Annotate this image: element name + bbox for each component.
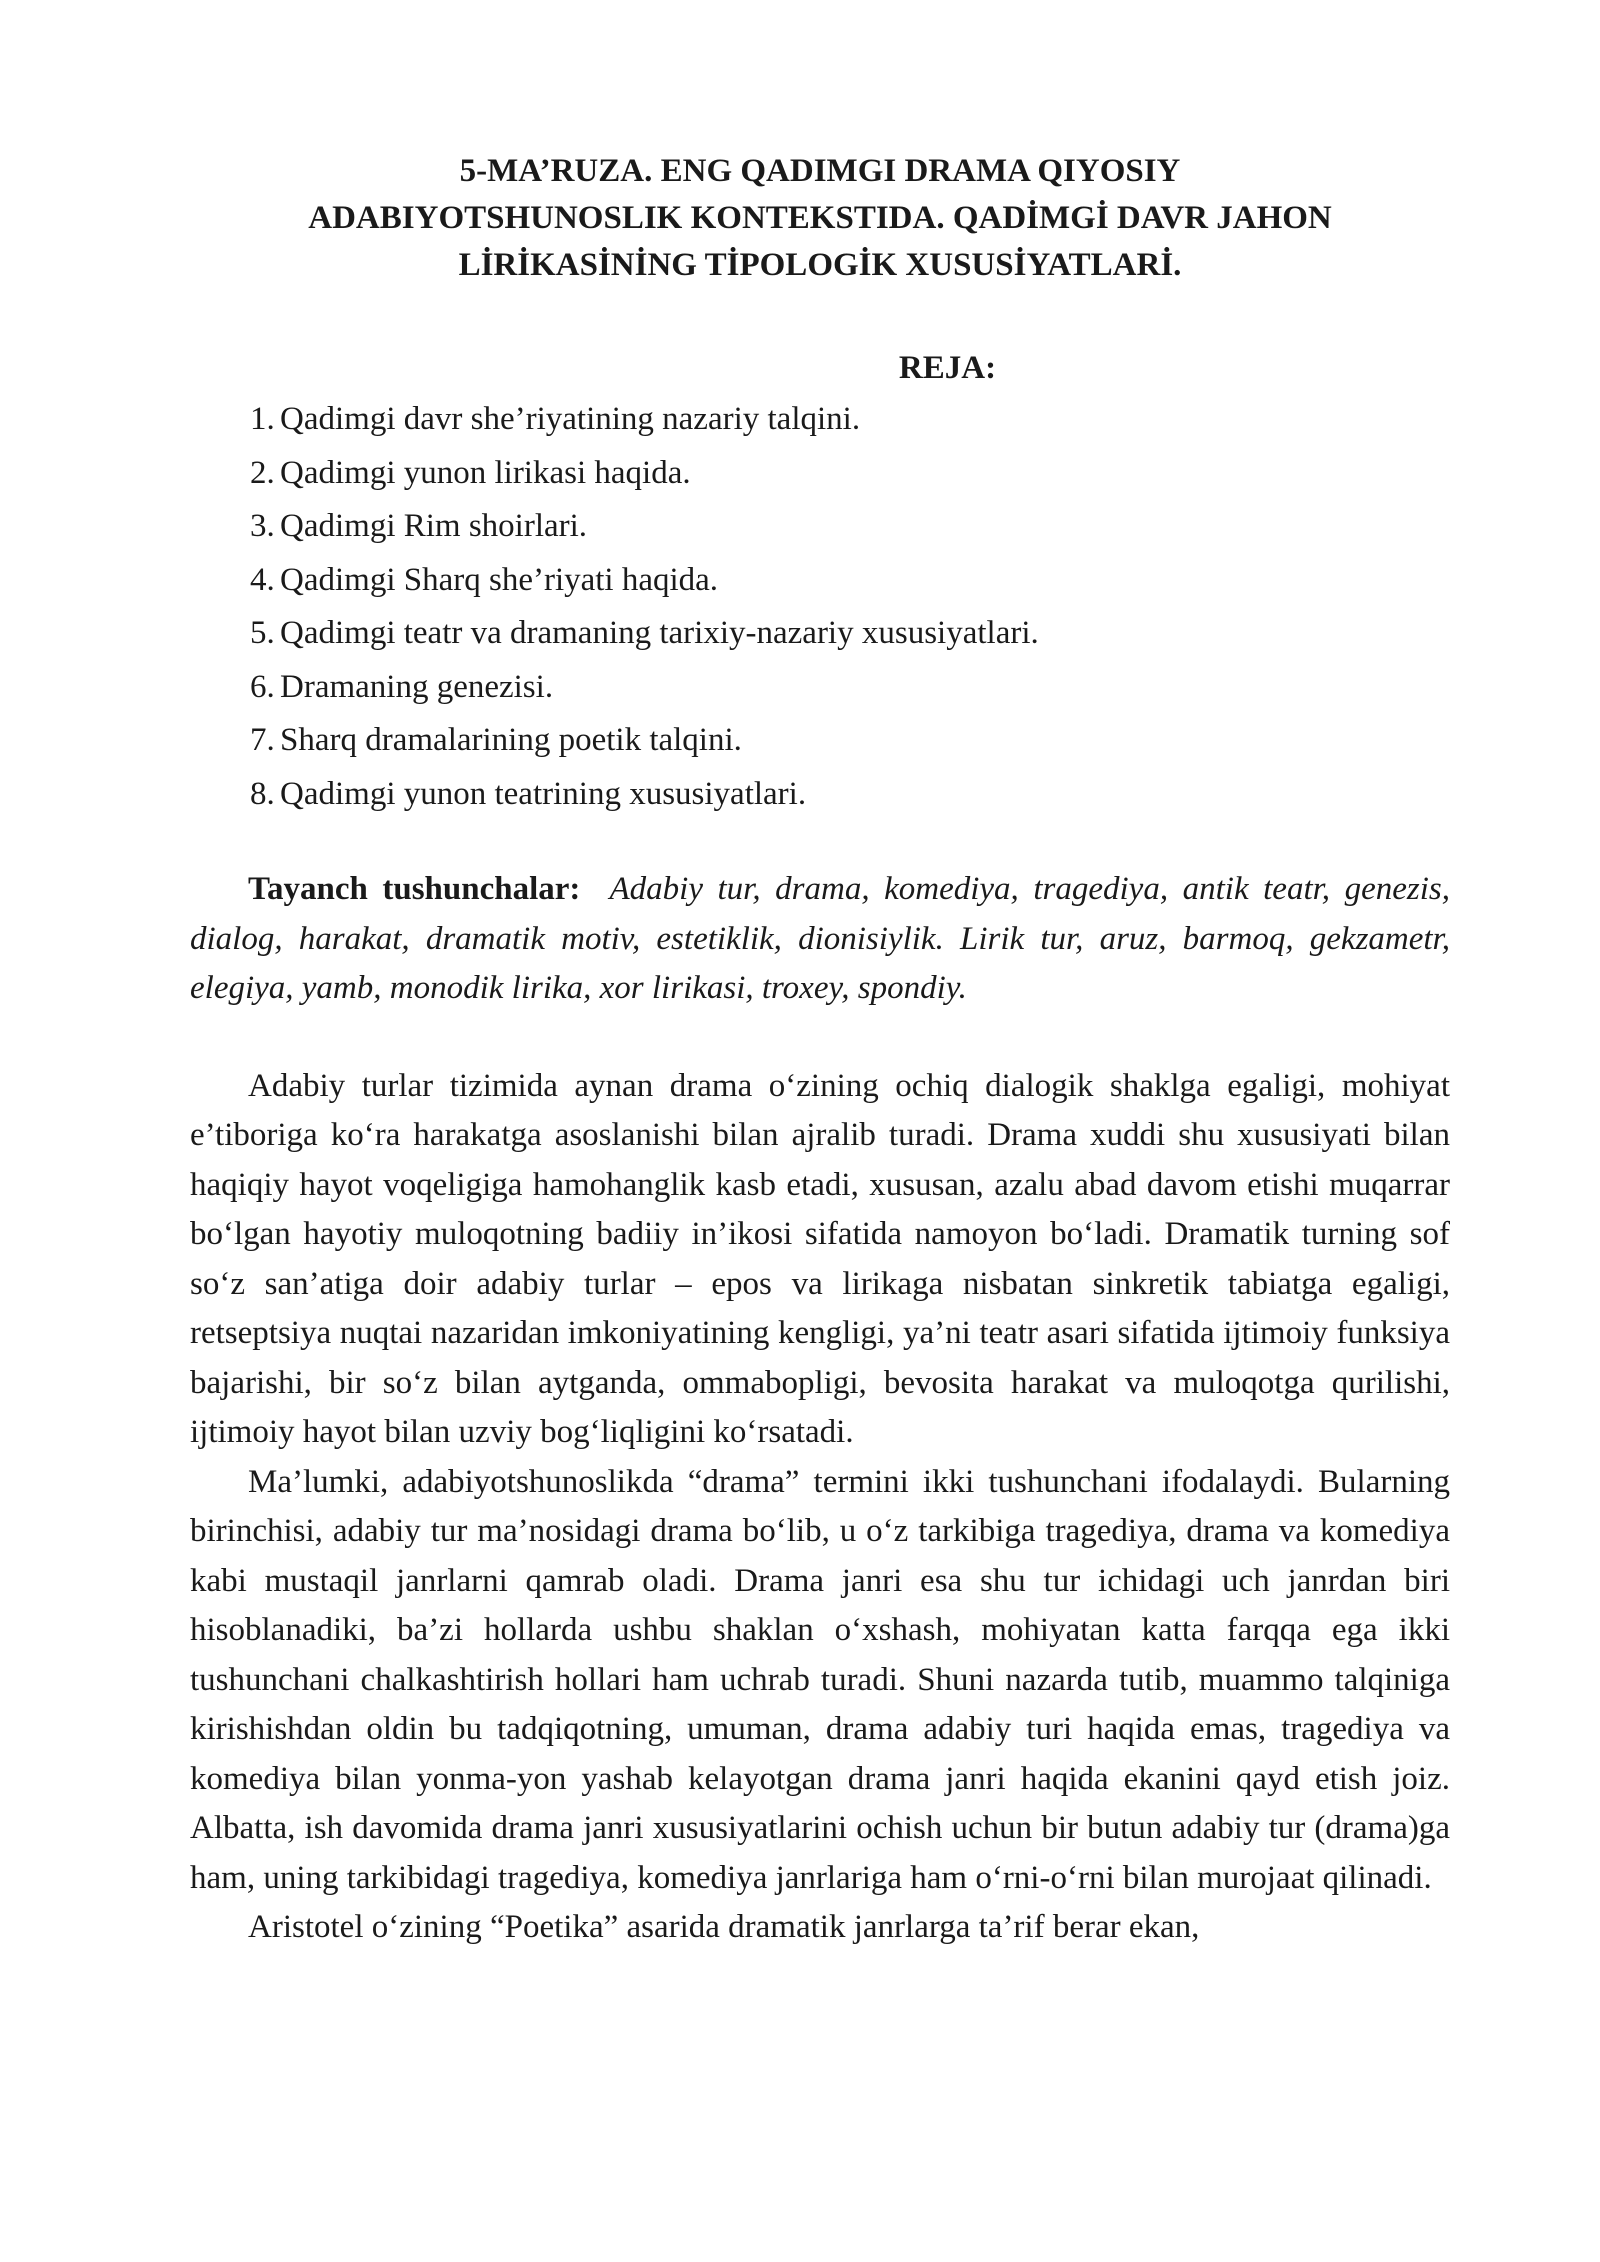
plan-item-number: 7. (250, 722, 275, 758)
plan-item (250, 447, 1450, 501)
plan-item (250, 768, 1450, 822)
plan-item-text: Qadimgi Sharq she’riyati haqida. (280, 561, 719, 598)
plan-item-text: Qadimgi teatr va dramaning tarixiy-nazariy xususiyatlari. (280, 615, 1039, 651)
plan-item (250, 554, 1450, 608)
body-paragraph: Ma’lumki, adabiyotshunoslikda “drama” termini ikki tushunchani ifodalaydi. Bularning birinchisi, adabiy tur ma’nosidagi drama bo‘lib, u o‘z tarkibiga tragediya, drama va komediya kabi mustaqil janrlarni qamrab oladi. Drama janri esa shu tur ichidagi uch janrdan biri hisoblanadiki, ba’zi hollarda ushbu shaklan o‘xshash, mohiyatan katta farqqa ega ikki tushunchani chalkashtirish hollari ham uchrab turadi. Shuni nazarda tutib, muammo talqiniga kirishishdan oldin bu tadqiqotning, umuman, drama adabiy turi haqida emas, tragediya va komediya bilan yonma-yon yashab kelayotgan drama janri haqida ekanini qayd etish joiz. Albatta, ish davomida drama janri xususiyatlarini ochish uchun bir butun adabiy tur (drama)ga ham, uning tarkibidagi tragediya, komediya janrlariga ham o‘rni-o‘rni bilan murojaat qilinadi. (190, 1463, 1450, 1896)
plan-item-number: 1. (250, 401, 275, 437)
keywords-label: Tayanch tushunchalar: (248, 871, 581, 907)
plan-item-text: Qadimgi yunon lirikasi haqida. (280, 454, 691, 491)
plan-item-text: Dramaning genezisi. (280, 668, 554, 705)
document-title (190, 148, 1450, 289)
plan-item-number: 3. (250, 508, 275, 544)
plan-item (250, 714, 1450, 768)
body-paragraph: Aristotel o‘zining “Poetika” asarida dramatik janrlarga ta’rif berar ekan, (248, 1909, 1200, 1945)
plan-item-text: Qadimgi davr she’riyatining nazariy talqini. (280, 401, 861, 437)
plan-item (250, 393, 1450, 447)
plan-heading: REJA: (898, 350, 997, 386)
plan-item-number: 5. (250, 615, 275, 651)
plan-item-text: Sharq dramalarining poetik talqini. (280, 722, 742, 758)
body-paragraph: Adabiy turlar tizimida aynan drama o‘zining ochiq dialogik shaklga egaligi, mohiyat e’tiboriga ko‘ra harakatga asoslanishi bilan ajralib turadi. Drama xuddi shu xususiyati bilan haqiqiy hayot voqeligiga hamohanglik kasb etadi, xususan, azalu abad davom etishi muqarrar bo‘lgan hayotiy muloqotning badiiy in’ikosi sifatida namoyon bo‘ladi. Dramatik turning sof so‘z san’atiga doir adabiy turlar – epos va lirikaga nisbatan sinkretik tabiatga egaligi, retseptsiya nuqtai nazaridan imkoniyatining kengligi, ya’ni teatr asari sifatida ijtimoiy funksiya bajarishi, bir so‘z bilan aytganda, ommabopligi, bevosita harakat va muloqotga qurilishi, ijtimoiy hayot bilan uzviy bog‘liqligini ko‘rsatadi. (190, 1067, 1450, 1450)
plan-item-number: 4. (250, 561, 275, 598)
document-page (190, 148, 1450, 1953)
plan-item (250, 607, 1450, 661)
plan-item-text: Qadimgi yunon teatrining xususiyatlari. (280, 775, 807, 812)
plan-item-number: 8. (250, 775, 275, 812)
plan-list (190, 393, 1450, 821)
keywords-terms: Adabiy tur, drama, komediya, tragediya, antik teatr, genezis, dialog, harakat, dramatik motiv, estetiklik, dionisiylik. Lirik tur, aruz, barmoq, gekzametr, elegiya, yamb, monodik lirika, xor lirikasi, troxey, spondiy. (190, 871, 1450, 1006)
title-line-3: LİRİKASİNİNG TİPOLOGİK XUSUSİYATLARİ. (458, 247, 1182, 283)
title-line-2: ADABIYOTSHUNOSLIK KONTEKSTIDA. QADİMGİ DAVR JAHON (308, 200, 1332, 236)
plan-item (250, 661, 1450, 715)
title-line-1: 5-MA’RUZA. ENG QADIMGI DRAMA QIYOSIY (459, 153, 1181, 189)
plan-item-text: Qadimgi Rim shoirlari. (280, 508, 588, 544)
plan-item-number: 6. (250, 668, 275, 705)
plan-item (250, 500, 1450, 554)
keywords-paragraph (190, 865, 1450, 1014)
plan-item-number: 2. (250, 454, 275, 491)
